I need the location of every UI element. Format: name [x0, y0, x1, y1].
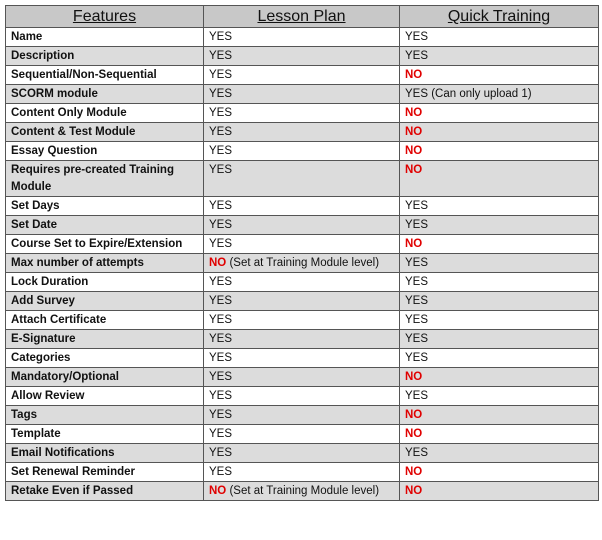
feature-cell: Retake Even if Passed [6, 482, 204, 501]
lesson-cell [204, 235, 400, 254]
status-value: YES [405, 333, 429, 345]
status-value: YES [209, 107, 233, 119]
status-value: YES [209, 371, 233, 383]
lesson-cell [204, 142, 400, 161]
status-value: YES [209, 219, 233, 231]
feature-cell: Description [6, 47, 204, 66]
quick-cell [400, 123, 599, 142]
table-row [6, 387, 599, 406]
lesson-cell [204, 463, 400, 482]
quick-cell [400, 482, 599, 501]
table-row [6, 463, 599, 482]
lesson-cell [204, 28, 400, 47]
status-value: YES [209, 238, 233, 250]
status-value: YES [405, 257, 429, 269]
status-value: YES [209, 164, 233, 176]
table-row [6, 444, 599, 463]
feature-cell: Content & Test Module [6, 123, 204, 142]
quick-cell [400, 368, 599, 387]
quick-cell [400, 47, 599, 66]
status-note: (Can only upload 1) [428, 88, 532, 100]
status-value: YES [209, 447, 233, 459]
status-value: YES [405, 295, 429, 307]
lesson-cell [204, 47, 400, 66]
status-value: YES [209, 50, 233, 62]
status-value: YES [405, 219, 429, 231]
table-row [6, 85, 599, 104]
lesson-cell [204, 368, 400, 387]
feature-cell: Requires pre-created Training Module [6, 161, 204, 197]
feature-cell: Template [6, 425, 204, 444]
feature-cell: Email Notifications [6, 444, 204, 463]
quick-cell [400, 104, 599, 123]
lesson-cell [204, 330, 400, 349]
lesson-cell [204, 311, 400, 330]
header-quick-training: Quick Training [400, 6, 599, 28]
feature-cell: Categories [6, 349, 204, 368]
table-row [6, 142, 599, 161]
status-value: YES [209, 200, 233, 212]
table-row [6, 123, 599, 142]
feature-cell: Tags [6, 406, 204, 425]
lesson-cell [204, 406, 400, 425]
status-value: NO [405, 126, 423, 138]
status-value: YES [209, 352, 233, 364]
lesson-cell [204, 197, 400, 216]
status-value: NO [405, 466, 423, 478]
feature-cell: E-Signature [6, 330, 204, 349]
status-value: NO [405, 164, 423, 176]
quick-cell [400, 66, 599, 85]
quick-cell [400, 28, 599, 47]
status-value: NO [405, 371, 423, 383]
feature-cell: Sequential/Non-Sequential [6, 66, 204, 85]
status-value: YES [209, 145, 233, 157]
quick-cell [400, 142, 599, 161]
status-value: YES [209, 88, 233, 100]
lesson-cell [204, 85, 400, 104]
lesson-cell [204, 387, 400, 406]
quick-cell [400, 292, 599, 311]
status-value: YES [405, 200, 429, 212]
table-row [6, 311, 599, 330]
table-row [6, 66, 599, 85]
table-row [6, 197, 599, 216]
quick-cell [400, 425, 599, 444]
quick-cell [400, 330, 599, 349]
table-row [6, 482, 599, 501]
feature-cell: Course Set to Expire/Extension [6, 235, 204, 254]
quick-cell [400, 463, 599, 482]
table-row [6, 292, 599, 311]
lesson-cell [204, 482, 400, 501]
lesson-cell [204, 273, 400, 292]
lesson-cell [204, 66, 400, 85]
table-row [6, 161, 599, 197]
lesson-cell [204, 349, 400, 368]
feature-cell: Name [6, 28, 204, 47]
lesson-cell [204, 161, 400, 197]
status-value: YES [209, 409, 233, 421]
status-value: YES [405, 50, 429, 62]
status-value: YES [209, 31, 233, 43]
table-row [6, 254, 599, 273]
feature-cell: Set Renewal Reminder [6, 463, 204, 482]
status-value: NO [405, 409, 423, 421]
quick-cell [400, 387, 599, 406]
status-value: NO [405, 69, 423, 81]
lesson-cell [204, 444, 400, 463]
quick-cell [400, 444, 599, 463]
feature-comparison-table [5, 5, 599, 501]
status-value: YES [209, 428, 233, 440]
quick-cell [400, 311, 599, 330]
table-row [6, 349, 599, 368]
feature-cell: Content Only Module [6, 104, 204, 123]
status-value: YES [209, 69, 233, 81]
header-features: Features [6, 6, 204, 28]
status-value: NO [405, 485, 423, 497]
status-value: YES [209, 390, 233, 402]
feature-cell: Attach Certificate [6, 311, 204, 330]
quick-cell [400, 349, 599, 368]
status-value: YES [209, 126, 233, 138]
quick-cell [400, 161, 599, 197]
feature-cell: Lock Duration [6, 273, 204, 292]
status-value: YES [405, 447, 429, 459]
status-value: NO [209, 485, 227, 497]
status-note: (Set at Training Module level) [226, 485, 380, 497]
status-value: NO [209, 257, 227, 269]
status-value: YES [405, 352, 429, 364]
feature-cell: Max number of attempts [6, 254, 204, 273]
feature-cell: Essay Question [6, 142, 204, 161]
status-note: (Set at Training Module level) [226, 257, 380, 269]
table-row [6, 273, 599, 292]
quick-cell [400, 216, 599, 235]
quick-cell [400, 197, 599, 216]
quick-cell [400, 254, 599, 273]
lesson-cell [204, 104, 400, 123]
quick-cell [400, 85, 599, 104]
table-row [6, 47, 599, 66]
feature-cell: Set Date [6, 216, 204, 235]
status-value: YES [405, 314, 429, 326]
status-value: YES [209, 466, 233, 478]
status-value: NO [405, 145, 423, 157]
table-row [6, 425, 599, 444]
table-row [6, 104, 599, 123]
status-value: YES [209, 276, 233, 288]
quick-cell [400, 273, 599, 292]
lesson-cell [204, 425, 400, 444]
status-value: NO [405, 107, 423, 119]
status-value: NO [405, 428, 423, 440]
feature-cell: SCORM module [6, 85, 204, 104]
table-row [6, 368, 599, 387]
status-value: YES [209, 333, 233, 345]
table-row [6, 235, 599, 254]
table-row [6, 330, 599, 349]
lesson-cell [204, 292, 400, 311]
feature-cell: Allow Review [6, 387, 204, 406]
status-value: YES [405, 88, 429, 100]
header-lesson-plan: Lesson Plan [204, 6, 400, 28]
table-row [6, 28, 599, 47]
status-value: YES [209, 314, 233, 326]
quick-cell [400, 235, 599, 254]
status-value: YES [405, 31, 429, 43]
feature-cell: Mandatory/Optional [6, 368, 204, 387]
feature-cell: Add Survey [6, 292, 204, 311]
quick-cell [400, 406, 599, 425]
lesson-cell [204, 254, 400, 273]
status-value: YES [209, 295, 233, 307]
lesson-cell [204, 216, 400, 235]
status-value: NO [405, 238, 423, 250]
status-value: YES [405, 390, 429, 402]
table-row [6, 406, 599, 425]
table-row [6, 216, 599, 235]
lesson-cell [204, 123, 400, 142]
header-row [6, 6, 599, 28]
status-value: YES [405, 276, 429, 288]
feature-cell: Set Days [6, 197, 204, 216]
